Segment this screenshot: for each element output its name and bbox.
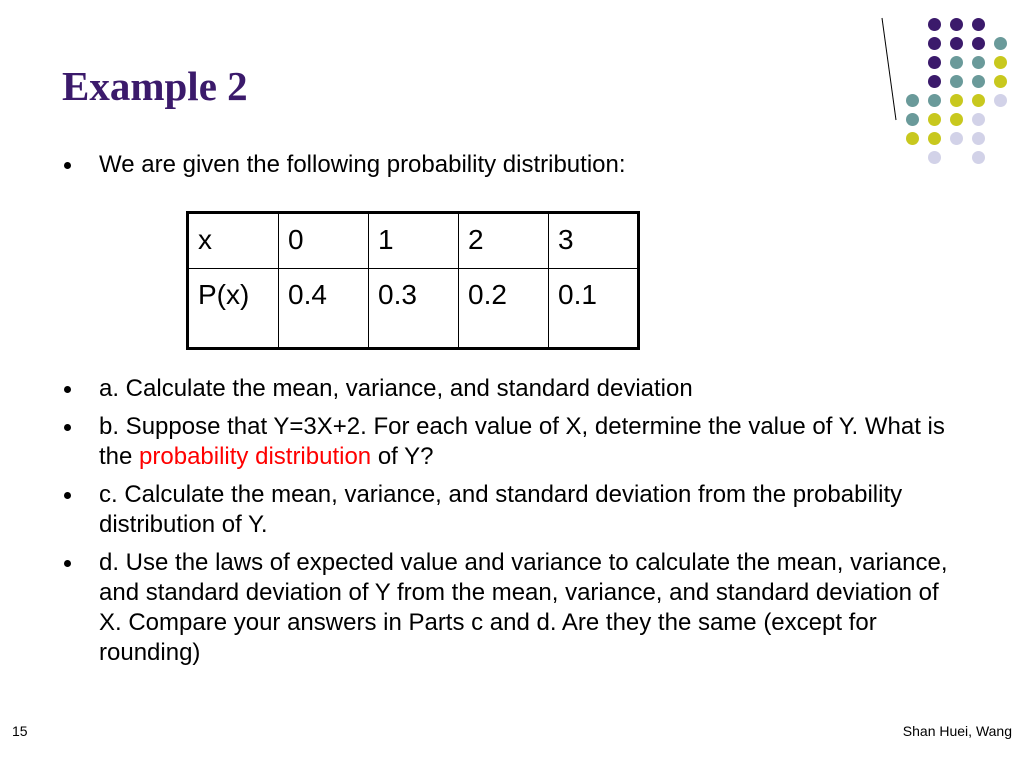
bullet-a: a. Calculate the mean, variance, and standard deviation xyxy=(62,374,962,404)
decorative-dot xyxy=(950,132,963,145)
table-row-x xyxy=(188,213,639,269)
decorative-dot xyxy=(906,132,919,145)
intro-list xyxy=(62,150,962,180)
intro-bullet: We are given the following probability distribution: xyxy=(62,150,962,180)
decorative-dot xyxy=(906,94,919,107)
decorative-dot xyxy=(928,94,941,107)
table-cell: P(x) xyxy=(188,269,279,349)
decorative-dot-grid xyxy=(870,10,1020,170)
decorative-dot xyxy=(950,56,963,69)
decorative-dot xyxy=(994,37,1007,50)
table-cell: 0.2 xyxy=(459,269,549,349)
decorative-dot xyxy=(950,18,963,31)
decorative-dot xyxy=(972,56,985,69)
table-cell: 1 xyxy=(369,213,459,269)
table-cell: 0.1 xyxy=(549,269,639,349)
decorative-dot xyxy=(906,113,919,126)
decorative-line xyxy=(870,10,1020,170)
author-footer: Shan Huei, Wang xyxy=(902,723,1012,739)
decorative-dot xyxy=(928,113,941,126)
decorative-dot xyxy=(950,75,963,88)
decorative-dot xyxy=(950,37,963,50)
decorative-dot xyxy=(994,94,1007,107)
decorative-dot xyxy=(972,18,985,31)
decorative-dot xyxy=(972,37,985,50)
bullet-b-text-end: of Y? xyxy=(371,443,434,470)
decorative-dot xyxy=(972,113,985,126)
decorative-dot xyxy=(928,75,941,88)
decorative-dot xyxy=(928,132,941,145)
decorative-dot xyxy=(928,18,941,31)
decorative-dot xyxy=(928,37,941,50)
decorative-dot xyxy=(972,94,985,107)
decorative-dot xyxy=(950,94,963,107)
decorative-dot xyxy=(972,132,985,145)
table-row-px xyxy=(188,269,639,349)
decorative-dot xyxy=(994,75,1007,88)
bullet-c: c. Calculate the mean, variance, and standard deviation from the probability distribution of Y. xyxy=(62,480,962,540)
decorative-dot xyxy=(972,151,985,164)
highlighted-term: probability distribution xyxy=(139,443,372,470)
question-list xyxy=(62,374,962,676)
table-cell: x xyxy=(188,213,279,269)
bullet-d: d. Use the laws of expected value and variance to calculate the mean, variance, and standard deviation of Y from the mean, variance, and standard deviation of X. Compare your answers in Parts c and d. Are they the same (except for rounding) xyxy=(62,548,962,668)
probability-table xyxy=(186,211,640,350)
table-cell: 2 xyxy=(459,213,549,269)
table-cell: 3 xyxy=(549,213,639,269)
decorative-dot xyxy=(972,75,985,88)
decorative-dot xyxy=(950,113,963,126)
table-cell: 0.3 xyxy=(369,269,459,349)
bullet-b-text: b. Suppose that Y=3X+2. For each value of X, determine the value of Y. What is the xyxy=(99,413,945,470)
bullet-b xyxy=(62,412,962,472)
decorative-dot xyxy=(928,56,941,69)
slide-title: Example 2 xyxy=(62,63,248,109)
table-cell: 0 xyxy=(279,213,369,269)
table-cell: 0.4 xyxy=(279,269,369,349)
decorative-dot xyxy=(994,56,1007,69)
slide-number: 15 xyxy=(12,723,28,739)
